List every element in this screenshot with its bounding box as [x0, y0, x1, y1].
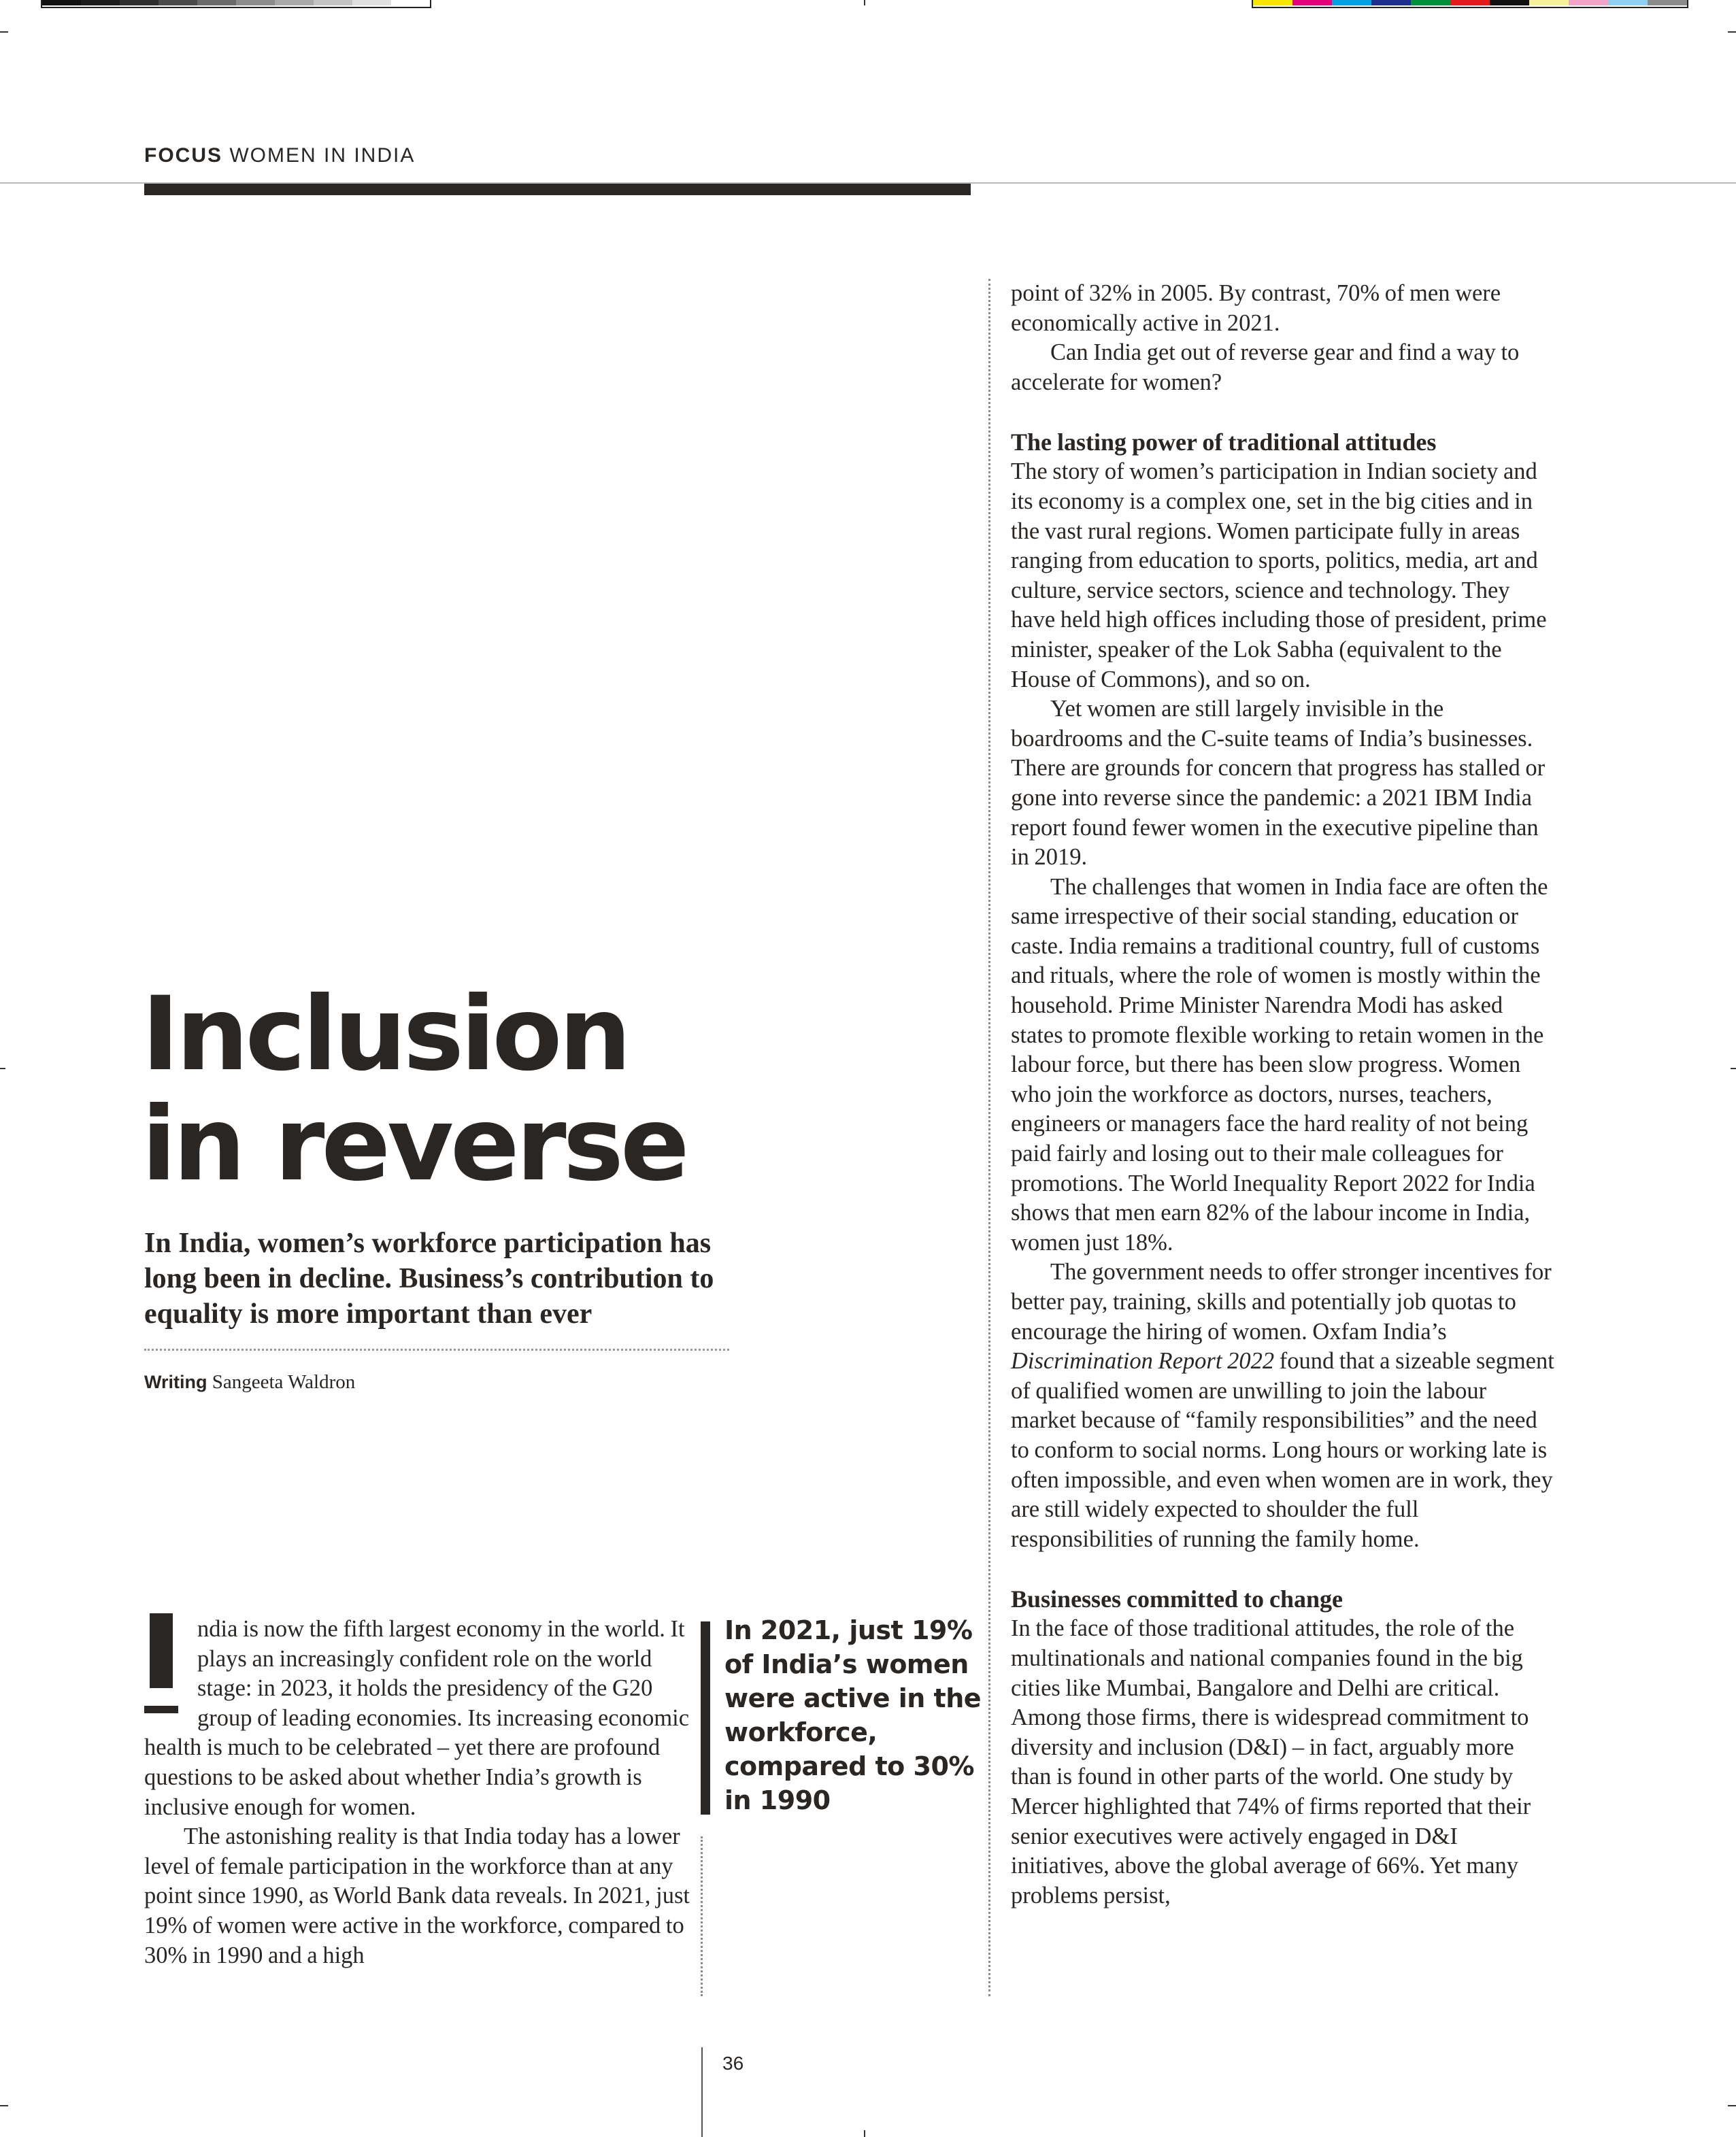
- body-column-left: [144, 1615, 695, 1970]
- page-number: 36: [722, 2053, 744, 2074]
- paragraph-text: ndia is now the fifth largest economy in the world. It plays an increasingly confident role on the world stage: in 2023, it holds the presidency of the G20 group of leading economies. Its increasing economic health is much to be celebrated – yet there are profound questions to be asked about whether India’s growth is inclusive enough for women.: [144, 1616, 690, 1820]
- header-bar: [144, 184, 971, 195]
- paragraph: [144, 1615, 695, 1822]
- paragraph: point of 32% in 2005. By contrast, 70% of men were economically active in 2021.: [1011, 280, 1501, 336]
- subheading: Businesses committed to change: [1011, 1585, 1343, 1613]
- paragraph-text: found that a sizeable segment of qualified women are unwilling to join the labour market because of “family responsibilities” and the need to conform to social norms. Long hours or working late is often impossible, and even when women are in work, they are still widely expected to shoulder the full responsibilities of running the family home.: [1011, 1348, 1554, 1552]
- crop-mark: [1731, 1068, 1736, 1069]
- pullquote: In 2021, just 19% of India’s women were active in the workforce, compared to 30% in 1990: [724, 1615, 982, 1815]
- paragraph: [1011, 1258, 1555, 1554]
- byline-label: Writing: [144, 1372, 207, 1392]
- paragraph: Yet women are still largely invisible in the boardrooms and the C-suite teams of India’s businesses. There are grounds for concern that progress has stalled or gone into reverse since the pandemic: a 2021 IBM India report found fewer women in the executive pipeline than in 2019.: [1011, 696, 1546, 871]
- byline-author: Sangeeta Waldron: [212, 1371, 356, 1393]
- section-label: FOCUS: [144, 144, 222, 167]
- column-divider: [701, 1836, 703, 1996]
- paragraph: Can India get out of reverse gear and find a way to accelerate for women?: [1011, 339, 1520, 395]
- crop-mark: [0, 31, 8, 33]
- paragraph: In the face of those traditional attitudes, the role of the multinationals and national companies found in the big cities like Mumbai, Bangalore and Delhi are critical. Among those firms, there is widespread commitment to diversity and inclusion (D&I) – in fact, arguably more than is found in other parts of the world. One study by Mercer highlighted that 74% of firms reported that their senior executives were actively engaged in D&I initiatives, above the global average of 66%. Yet many problems persist,: [1011, 1615, 1531, 1908]
- headline-line-2: in reverse: [141, 1086, 686, 1204]
- body-column-right: [1011, 279, 1555, 1911]
- crop-mark: [864, 2130, 865, 2137]
- article-headline: [141, 975, 890, 1204]
- crop-mark: [1728, 2105, 1736, 2106]
- headline-line-1: Inclusion: [141, 975, 629, 1094]
- crop-mark: [0, 2105, 8, 2106]
- standfirst: In India, women’s workforce participation has long been in decline. Business’s contribution to equality is more important than ever: [144, 1228, 714, 1330]
- dotted-divider: [144, 1349, 729, 1351]
- topic-label: WOMEN IN INDIA: [229, 144, 416, 167]
- print-color-bar: [1252, 0, 1688, 8]
- paragraph: The astonishing reality is that India today has a lower level of female participation in the workforce than at any point since 1990, as World Bank data reveals. In 2021, just 19% of women were active in the workforce, compared to 30% in 1990 and a high: [144, 1823, 690, 1968]
- paragraph-text: The government needs to offer stronger incentives for better pay, training, skills and potentially job quotas to encourage the hiring of women. Oxfam India’s: [1011, 1259, 1552, 1345]
- folio-rule: [701, 2047, 703, 2137]
- paragraph: The story of women’s participation in Indian society and its economy is a complex one, set in the big cities and in the vast rural regions. Women participate fully in areas ranging from education to sports, politics, media, art and culture, service sectors, science and technology. They have held high offices including those of president, prime minister, speaker of the Lok Sabha (equivalent to the House of Commons), and so on.: [1011, 458, 1547, 692]
- section-kicker: [144, 144, 415, 167]
- byline: [144, 1371, 355, 1394]
- print-grayscale-bar: [41, 0, 431, 8]
- crop-mark: [864, 0, 865, 5]
- column-divider: [988, 279, 990, 1996]
- report-title: Discrimination Report 2022: [1011, 1348, 1275, 1375]
- pullquote-bar: [701, 1621, 710, 1815]
- crop-mark: [0, 1068, 5, 1069]
- crop-mark: [1728, 31, 1736, 33]
- paragraph: The challenges that women in India face are often the same irrespective of their social standing, education or caste. India remains a traditional country, full of customs and rituals, where the role of women is mostly within the household. Prime Minister Narendra Modi has asked states to promote flexible working to retain women in the labour force, but there has been slow progress. Women who join the workforce as doctors, nurses, teachers, engineers or managers face the hard reality of not being paid fairly and losing out to their male colleagues for promotions. The World Inequality Report 2022 for India shows that men earn 82% of the labour income in India, women just 18%.: [1011, 873, 1548, 1256]
- subheading: The lasting power of traditional attitudes: [1011, 428, 1437, 456]
